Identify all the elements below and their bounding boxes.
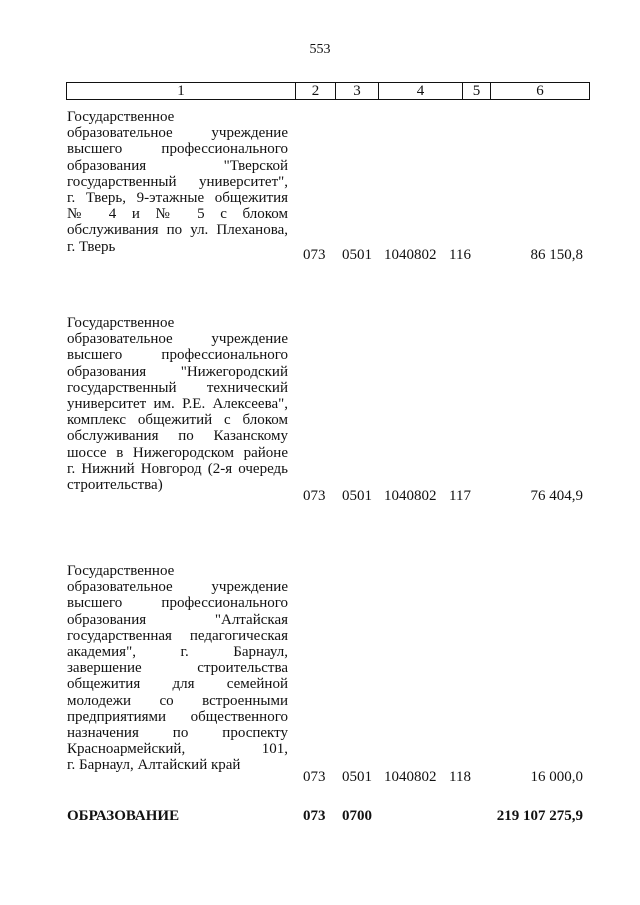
- description-line: высшего профессионального: [67, 595, 288, 612]
- row-value-col2: 073: [303, 488, 326, 504]
- description-line: г. Тверь, 9-этажные общежития: [67, 190, 288, 207]
- column-header-6: 6: [536, 83, 544, 99]
- row-value-col5: 116: [449, 247, 471, 263]
- row-value-col3: 0501: [342, 769, 372, 785]
- row-value-col2: 073: [303, 247, 326, 263]
- description-line: обслуживания по Казанскому: [67, 428, 288, 445]
- description-line: предприятиями общественного: [67, 708, 288, 725]
- description-line: Государственное: [67, 109, 175, 125]
- row-description: [67, 315, 288, 493]
- description-line: Государственное: [67, 563, 175, 579]
- description-line: № 4 и № 5 с блоком: [67, 206, 288, 223]
- description-line: строительства): [67, 477, 163, 494]
- description-line: шоссе в Нижегородском районе: [67, 444, 288, 461]
- row-value-amount: 16 000,0: [530, 769, 583, 785]
- description-line: г. Нижний Новгород (2-я очередь: [67, 460, 288, 477]
- description-line: образования "Нижегородский: [67, 363, 288, 380]
- description-line: молодежи со встроенными: [67, 692, 288, 709]
- row-value-col3: 0501: [342, 488, 372, 504]
- row-value-col3: 0501: [342, 247, 372, 263]
- row-value-col5: 117: [449, 488, 471, 504]
- description-line: г. Тверь: [67, 238, 116, 255]
- description-line: образовательное учреждение: [67, 331, 288, 348]
- description-line: высшего профессионального: [67, 141, 288, 158]
- description-line: Красноармейский, 101,: [67, 741, 288, 758]
- row-value-col4: 1040802: [384, 488, 437, 504]
- column-header-3: 3: [336, 83, 379, 99]
- page-number: 553: [309, 42, 331, 57]
- description-line: высшего профессионального: [67, 347, 288, 364]
- column-header-5: 5: [463, 83, 491, 99]
- total-label: ОБРАЗОВАНИЕ: [67, 808, 180, 824]
- description-line: университет им. Р.Е. Алексеева",: [67, 396, 288, 413]
- description-line: образовательное учреждение: [67, 125, 288, 142]
- description-line: государственный университет",: [67, 173, 288, 190]
- description-line: комплекс общежитий с блоком: [67, 412, 288, 429]
- row-value-col5: 118: [449, 769, 471, 785]
- description-line: образования "Тверской: [67, 157, 288, 174]
- row-value-col4: 1040802: [384, 247, 437, 263]
- row-description: [67, 563, 288, 774]
- description-line: государственный технический: [67, 379, 288, 396]
- column-header-row: [66, 82, 590, 100]
- row-description: [67, 109, 288, 255]
- description-line: назначения по проспекту: [67, 725, 288, 742]
- description-line: академия", г. Барнаул,: [67, 644, 288, 661]
- description-line: образовательное учреждение: [67, 579, 288, 596]
- column-header-4: 4: [379, 83, 463, 99]
- row-value-col2: 073: [303, 769, 326, 785]
- row-value-amount: 76 404,9: [530, 488, 583, 504]
- description-line: г. Барнаул, Алтайский край: [67, 757, 241, 774]
- total-value-col2: 073: [303, 808, 326, 824]
- description-line: завершение строительства: [67, 660, 288, 677]
- description-line: общежития для семейной: [67, 676, 288, 693]
- description-line: Государственное: [67, 315, 175, 331]
- column-header-1: 1: [67, 83, 296, 99]
- description-line: государственная педагогическая: [67, 627, 288, 644]
- row-value-col4: 1040802: [384, 769, 437, 785]
- description-line: обслуживания по ул. Плеханова,: [67, 222, 288, 239]
- row-value-amount: 86 150,8: [530, 247, 583, 263]
- total-value-col3: 0700: [342, 808, 372, 824]
- total-amount: 219 107 275,9: [496, 808, 583, 824]
- description-line: образования "Алтайская: [67, 611, 288, 628]
- column-header-2: 2: [296, 83, 336, 99]
